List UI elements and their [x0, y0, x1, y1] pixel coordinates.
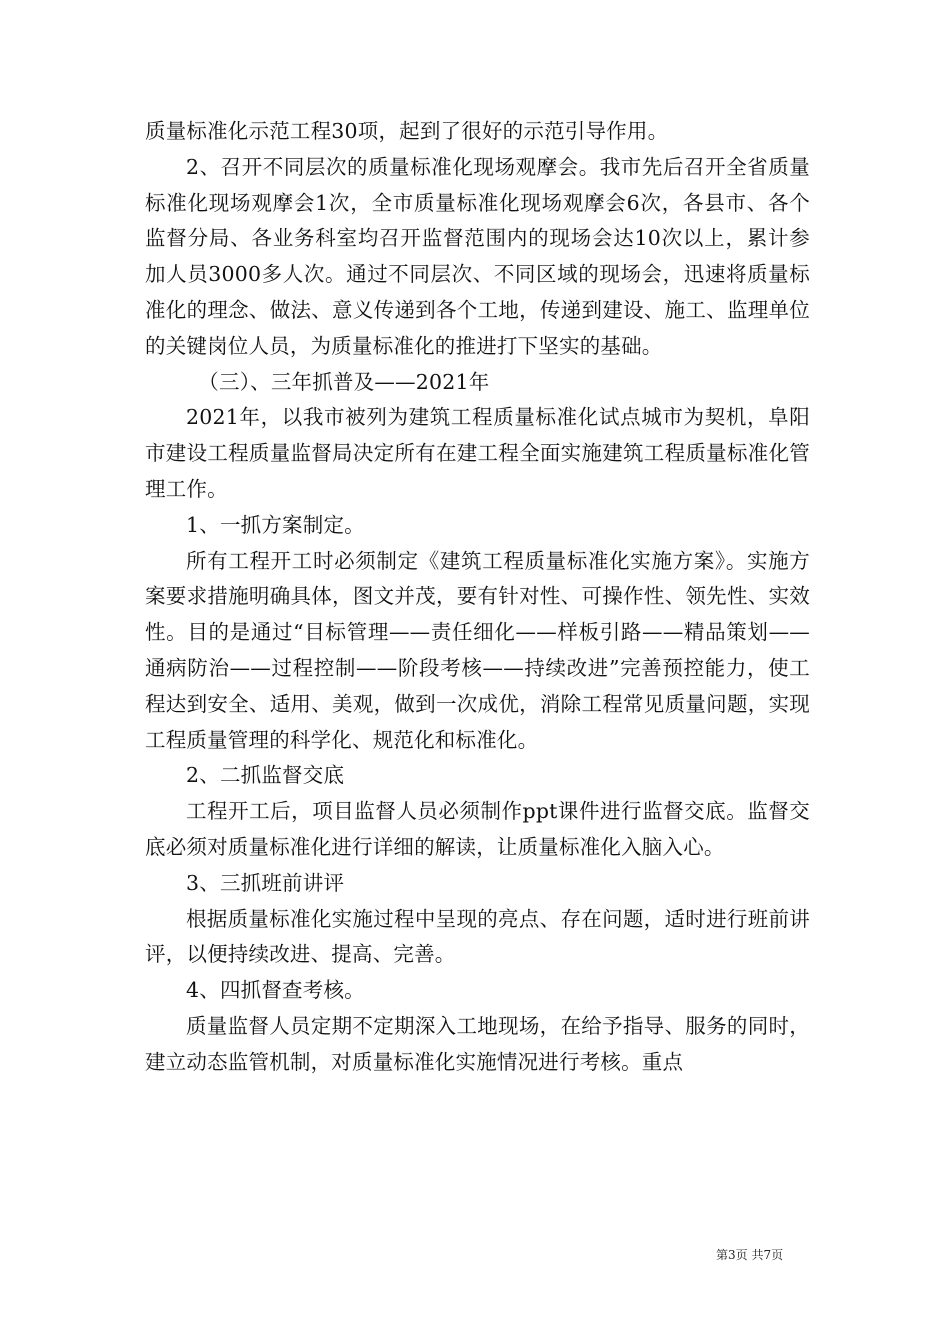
item-heading-supervision: 2、二抓监督交底: [186, 763, 345, 788]
paragraph-inspection: 质量监督人员定期不定期深入工地现场，在给予指导、服务的同时，建立动态监管机制，对质量标准化实施情况进行考核。重点: [145, 1013, 810, 1074]
item-heading-plan: 1、一抓方案制定。: [186, 512, 365, 537]
paragraph-plan: 所有工程开工时必须制定《建筑工程质量标准化实施方案》。实施方案要求措施明确具体，图文并茂，要有针对性、可操作性、领先性、实效性。目的是通过“目标管理——责任细化——样板引路——精品策划——通病防治——过程控制——阶段考核——持续改进”完善预控能力，使工程达到安全、适用、美观，做到一次成优，消除工程常见质量问题，实现工程质量管理的科学化、规范化和标准化。: [145, 548, 810, 752]
item-heading-review: 3、三抓班前讲评: [186, 870, 345, 895]
document-body: [145, 114, 810, 1081]
section-heading-three-year: （三）、三年抓普及——2021年: [198, 369, 490, 394]
paragraph-supervision: 工程开工后，项目监督人员必须制作ppt课件进行监督交底。监督交底必须对质量标准化进行详细的解读，让质量标准化入脑入心。: [145, 799, 810, 859]
paragraph-2021-intro: 2021年，以我市被列为建筑工程质量标准化试点城市为契机，阜阳市建设工程质量监督局决定所有在建工程全面实施建筑工程质量标准化管理工作。: [145, 405, 810, 501]
paragraph-review: 根据质量标准化实施过程中呈现的亮点、存在问题，适时进行班前讲评，以便持续改进、提高、完善。: [145, 906, 810, 967]
page-number: 第3页 共7页: [716, 1248, 784, 1262]
paragraph-continuation: 质量标准化示范工程30项，起到了很好的示范引导作用。: [145, 119, 669, 143]
item-heading-inspection: 4、四抓督查考核。: [186, 978, 365, 1003]
paragraph-observation-meetings: 2、召开不同层次的质量标准化现场观摩会。我市先后召开全省质量标准化现场观摩会1次，全市质量标准化现场观摩会6次，各县市、各个监督分局、各业务科室均召开监督范围内的现场会达10次以上，累计参加人员3000多人次。通过不同层次、不同区域的现场会，迅速将质量标准化的理念、做法、意义传递到各个工地，传递到建设、施工、监理单位的关键岗位人员，为质量标准化的推进打下坚实的基础。: [145, 154, 810, 358]
